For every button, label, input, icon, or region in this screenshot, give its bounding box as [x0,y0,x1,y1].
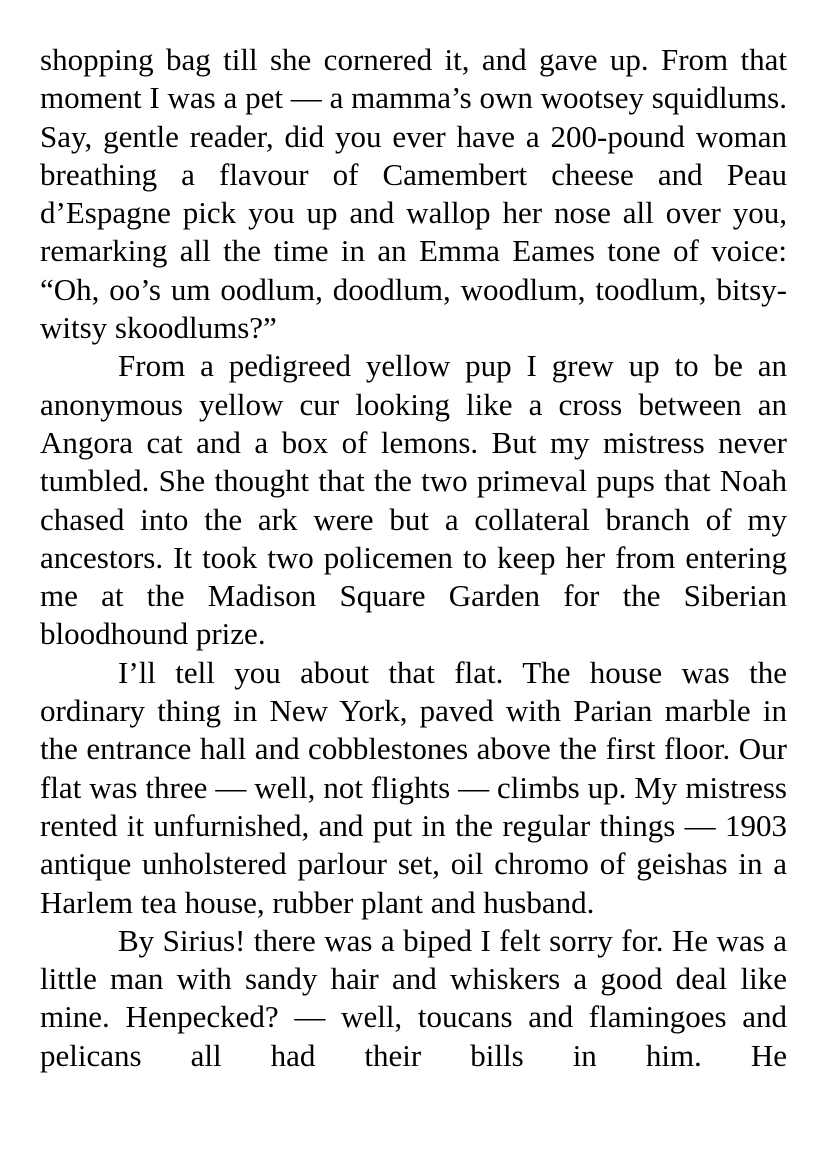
paragraph: From a pedigreed yellow pup I grew up to be an anonymous yellow cur looking like a cross between an Angora cat and a box of lemons. But my mistress never tumbled. She thought that the two primeval pups that Noah chased into the ark were but a collateral branch of my ancestors. It took two policemen to keep her from entering me at the Madison Square Garden for the Siberian bloodhound prize. [40,348,787,652]
paragraph: By Sirius! there was a biped I felt sorry for. He was a little man with sandy hair and whiskers a good deal like mine. Henpecked? — well, toucans and flamingoes and pelicans all had their bills in him. He [40,922,787,1073]
paragraph: shopping bag till she cornered it, and gave up. From that moment I was a pet — a mamma’s own wootsey squidlums. Say, gentle reader, did you ever have a 200-pound woman breathing a flavour of Camembert cheese and Peau d’Espagne pick you up and wallop her nose all over you, remarking all the time in an Emma Eames tone of voice: “Oh, oo’s um oodlum, doodlum, woodlum, toodlum, bitsy-witsy skoodlums?” [40,42,787,346]
paragraph: I’ll tell you about that flat. The house was the ordinary thing in New York, paved with Parian marble in the entrance hall and cobblestones above the first floor. Our flat was three — well, not flights — climbs up. My mistress rented it unfurnished, and put in the regular things — 1903 antique unholstered parlour set, oil chromo of geishas in a Harlem tea house, rubber plant and husband. [40,654,787,920]
